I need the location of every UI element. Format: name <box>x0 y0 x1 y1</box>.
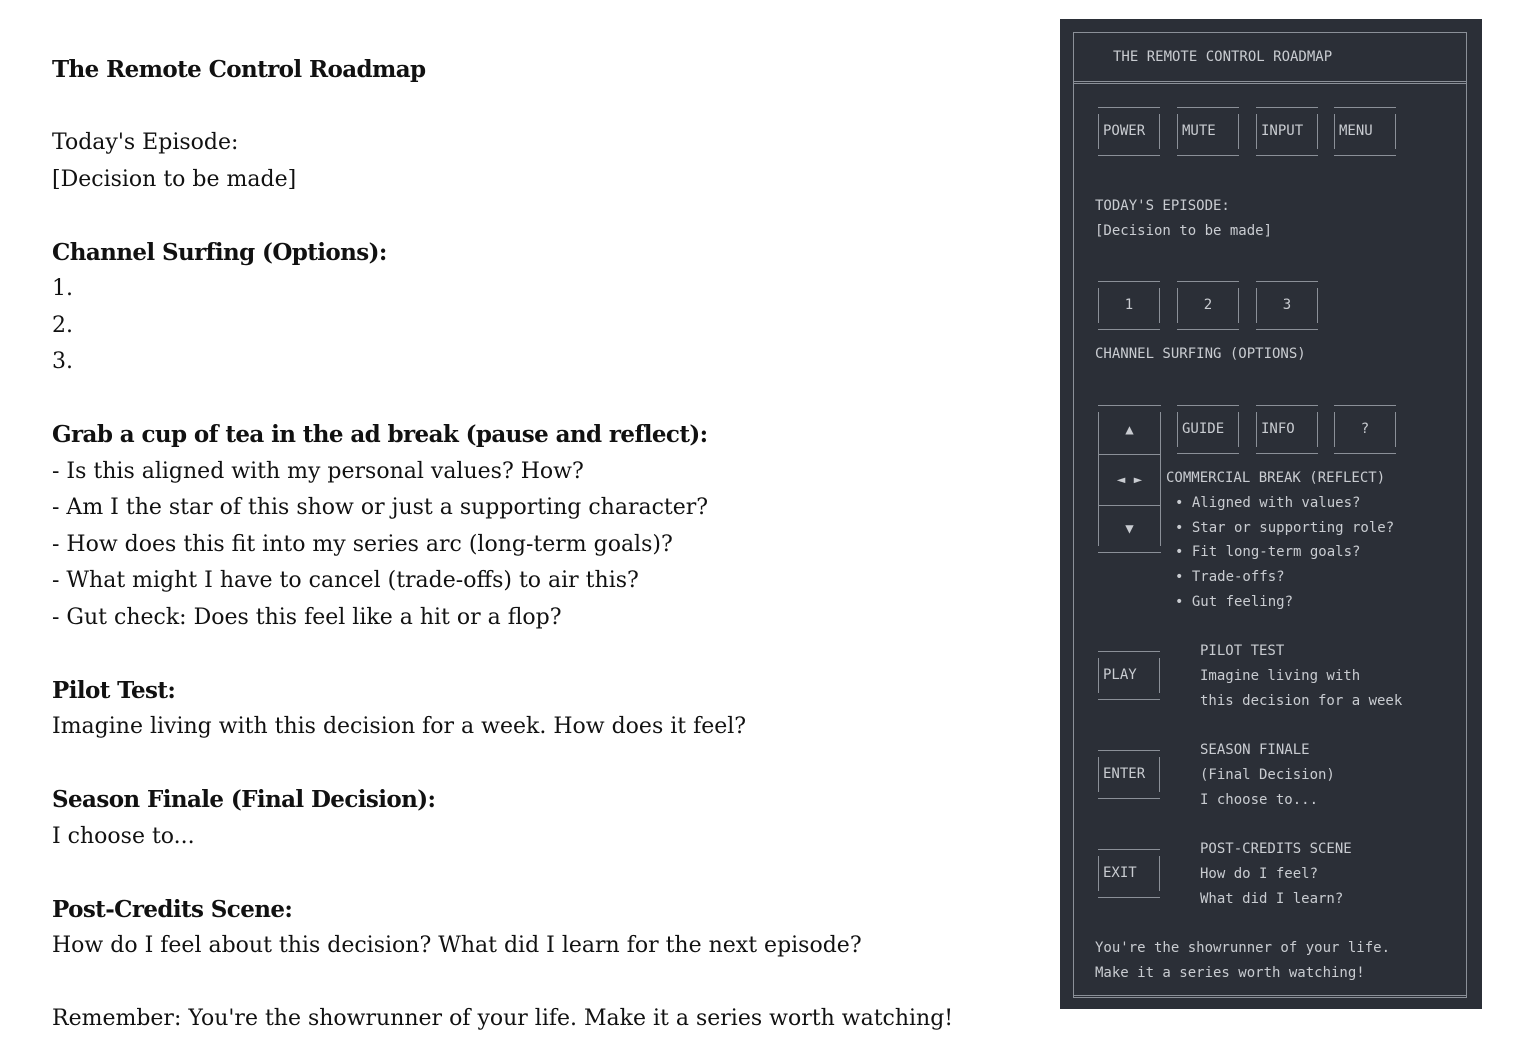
roadmap-document <box>52 52 1042 1038</box>
exit-button-label: EXIT <box>1103 865 1137 881</box>
remote-footer-line: You're the showrunner of your life. <box>1095 940 1391 956</box>
season-finale-line: I choose to... <box>1200 792 1319 808</box>
commercial-item: • Star or supporting role? <box>1175 520 1395 536</box>
power-button[interactable] <box>1098 107 1160 156</box>
credits-heading: Post-Credits Scene: <box>52 895 293 923</box>
mute-button-label: MUTE <box>1182 123 1216 139</box>
left-right-arrow-icon[interactable]: ◄ ► <box>1116 472 1143 488</box>
frame-title-divider <box>1073 81 1467 84</box>
pilot-test-line: this decision for a week <box>1200 693 1403 709</box>
frame-top-border <box>1073 32 1467 33</box>
power-button-label: POWER <box>1103 123 1146 139</box>
pilot-test-title: PILOT TEST <box>1200 643 1285 659</box>
reflect-item: - Am I the star of this show or just a supporting character? <box>52 495 709 520</box>
reflect-item: - Is this aligned with my personal values? How? <box>52 458 584 484</box>
info-button-label: INFO <box>1261 421 1295 437</box>
commercial-break-label: COMMERCIAL BREAK (REFLECT) <box>1166 470 1386 486</box>
remote-footer-line: Make it a series worth watching! <box>1095 965 1365 981</box>
pilot-text: Imagine living with this decision for a week. How does it feel? <box>52 714 747 739</box>
finale-text: I choose to... <box>52 823 195 849</box>
commercial-item: • Gut feeling? <box>1175 594 1294 610</box>
help-button-label: ? <box>1360 421 1370 437</box>
info-button[interactable] <box>1256 405 1318 454</box>
post-credits-line: How do I feel? <box>1200 866 1319 882</box>
channel-2-label: 2 <box>1203 297 1213 313</box>
channel-2-button[interactable] <box>1177 281 1239 330</box>
remote-episode-label: TODAY'S EPISODE: <box>1095 198 1230 214</box>
document-title: The Remote Control Roadmap <box>52 56 426 83</box>
season-finale-line: (Final Decision) <box>1200 767 1335 783</box>
channel-3-button[interactable] <box>1256 281 1318 330</box>
episode-value: [Decision to be made] <box>52 166 297 192</box>
option-item: 2. <box>52 312 73 338</box>
channel-1-button[interactable] <box>1098 281 1160 330</box>
post-credits-line: What did I learn? <box>1200 891 1344 907</box>
channel-1-label: 1 <box>1124 297 1134 313</box>
input-button-label: INPUT <box>1261 123 1304 139</box>
frame-bottom-border <box>1073 995 1467 998</box>
play-button[interactable] <box>1098 651 1160 700</box>
enter-button[interactable] <box>1098 750 1160 799</box>
mute-button[interactable] <box>1177 107 1239 156</box>
play-button-label: PLAY <box>1103 667 1137 683</box>
reflect-item: - Gut check: Does this feel like a hit or a flop? <box>52 604 562 630</box>
finale-heading: Season Finale (Final Decision): <box>52 786 436 813</box>
reflect-heading: Grab a cup of tea in the ad break (pause and reflect): <box>52 421 708 448</box>
down-arrow-icon[interactable]: ▼ <box>1125 521 1134 537</box>
pilot-heading: Pilot Test: <box>52 676 176 704</box>
commercial-item: • Aligned with values? <box>1175 495 1361 511</box>
channel-surfing-label: CHANNEL SURFING (OPTIONS) <box>1095 346 1306 362</box>
menu-button[interactable] <box>1334 107 1396 156</box>
remote-control-panel <box>1060 19 1482 1009</box>
season-finale-title: SEASON FINALE <box>1200 742 1310 758</box>
menu-button-label: MENU <box>1339 123 1373 139</box>
remote-episode-value: [Decision to be made] <box>1095 223 1273 239</box>
help-button[interactable] <box>1334 405 1396 454</box>
pilot-test-line: Imagine living with <box>1200 668 1361 684</box>
exit-button[interactable] <box>1098 849 1160 898</box>
remote-title: THE REMOTE CONTROL ROADMAP <box>1113 49 1333 65</box>
commercial-item: • Fit long-term goals? <box>1175 544 1361 560</box>
options-heading: Channel Surfing (Options): <box>52 238 387 266</box>
reflect-item: - How does this fit into my series arc (long-term goals)? <box>52 531 673 557</box>
option-item: 1. <box>52 276 73 301</box>
commercial-item: • Trade-offs? <box>1175 569 1285 585</box>
navigation-pad[interactable] <box>1098 405 1161 553</box>
channel-3-label: 3 <box>1282 297 1292 313</box>
episode-label: Today's Episode: <box>52 130 239 155</box>
remember-text: Remember: You're the showrunner of your life. Make it a series worth watching! <box>52 1006 954 1031</box>
guide-button[interactable] <box>1177 405 1239 454</box>
credits-text: How do I feel about this decision? What did I learn for the next episode? <box>52 933 862 958</box>
post-credits-title: POST-CREDITS SCENE <box>1200 841 1352 857</box>
guide-button-label: GUIDE <box>1182 421 1225 437</box>
reflect-item: - What might I have to cancel (trade-offs) to air this? <box>52 568 639 593</box>
option-item: 3. <box>52 349 73 374</box>
input-button[interactable] <box>1256 107 1318 156</box>
enter-button-label: ENTER <box>1103 766 1146 782</box>
up-arrow-icon[interactable]: ▲ <box>1125 422 1134 438</box>
